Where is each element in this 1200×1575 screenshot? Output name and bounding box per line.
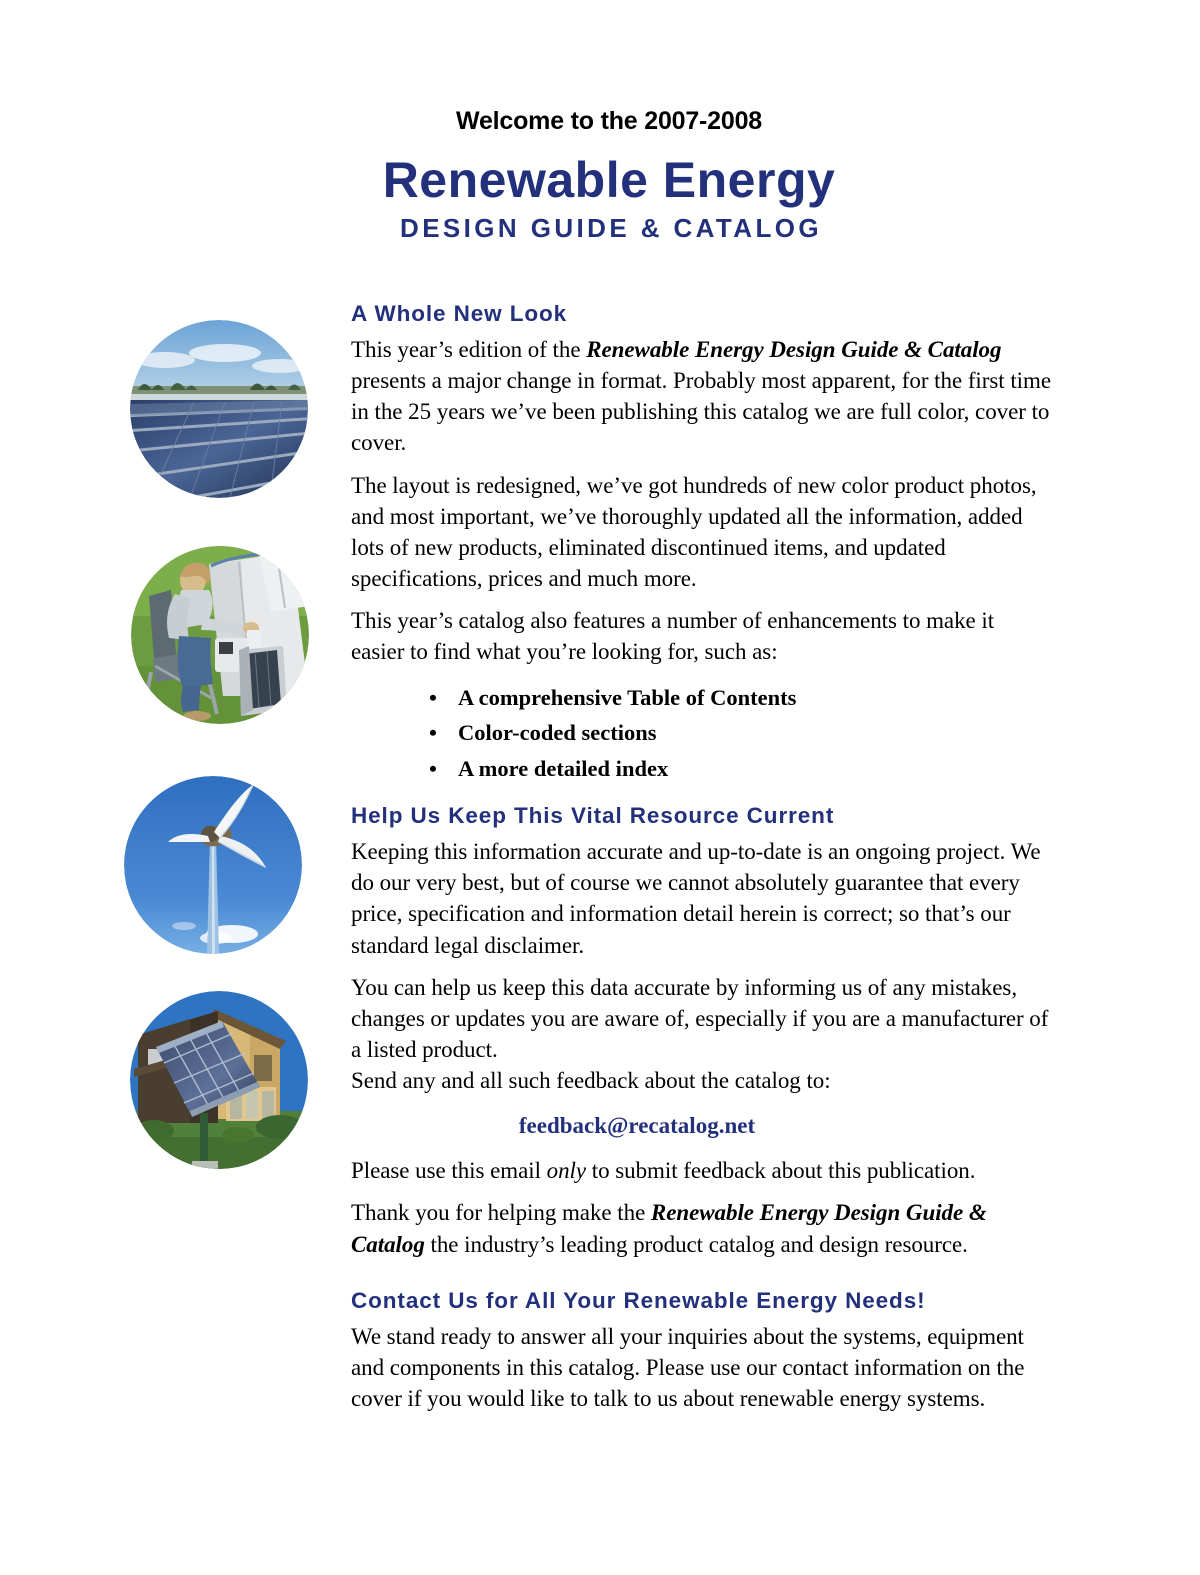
run-text: the industry’s leading product catalog and design resource.	[424, 1231, 968, 1257]
list-item-label: A more detailed index	[458, 755, 669, 781]
run-text: Thank you for helping make the	[351, 1200, 651, 1226]
camping-solar-photo	[131, 546, 309, 724]
list-item	[429, 684, 1051, 710]
list-item	[429, 722, 1051, 745]
welcome-line: Welcome to the 2007-2008	[456, 107, 762, 135]
feedback-email-link[interactable]: feedback@recatalog.net	[518, 1113, 756, 1139]
run-text: This year’s edition of the	[351, 337, 587, 362]
paragraph-email-usage	[351, 1155, 1051, 1186]
list-item-label: Color-coded sections	[458, 720, 657, 746]
run-text: Please use this email	[351, 1158, 547, 1184]
section-heading-help-us-keep-current: Help Us Keep This Vital Resource Current	[351, 803, 835, 829]
solar-house-photo	[130, 991, 308, 1169]
section-heading-a-whole-new-look: A Whole New Look	[351, 301, 568, 326]
paragraph-new-look-1	[351, 334, 1051, 459]
bullet-icon: •	[429, 684, 437, 710]
run-text: presents a major change in format. Probably most apparent, for the first time in the 25 years we’ve been publishing this catalog we are full color, cover to cover.	[351, 368, 1051, 456]
wind-turbine-photo	[124, 776, 302, 954]
solar-array-photo	[130, 320, 308, 498]
run-text: to submit feedback about this publication.	[586, 1158, 976, 1184]
run-emphasis-catalog-title: Renewable Energy Design Guide & Catalog	[351, 1200, 987, 1257]
list-item-label: A comprehensive Table of Contents	[458, 684, 797, 710]
spacer	[351, 1271, 1051, 1287]
paragraph-contact: We stand ready to answer all your inquiries about the systems, equipment and components in this catalog. Please use our contact information on the cover if you would like to talk to us about renewable energy systems.	[351, 1323, 1025, 1412]
feature-list	[351, 684, 1051, 781]
paragraph-thank-you	[351, 1197, 1051, 1259]
run-emphasis-catalog-title: Renewable Energy Design Guide & Catalog	[586, 337, 1002, 362]
run-emphasis-only: only	[546, 1158, 587, 1184]
section-heading-contact-us: Contact Us for All Your Renewable Energy Needs!	[351, 1287, 926, 1313]
paragraph-disclaimer: Keeping this information accurate and up-to-date is an ongoing project. We do our very best, but of course we cannot absolutely guarantee that every price, specification and information detail herein is correct; so that’s our standard legal disclaimer.	[351, 839, 1041, 958]
page-title: Renewable Energy	[382, 151, 836, 208]
bullet-icon: •	[429, 755, 437, 781]
page-subtitle: DESIGN GUIDE & CATALOG	[400, 212, 822, 243]
paragraph-new-look-3: This year’s catalog also features a number of enhancements to make it easier to find what you’re looking for, such as:	[351, 608, 995, 665]
bullet-icon: •	[429, 720, 437, 746]
page-header	[0, 108, 1200, 241]
list-item	[429, 755, 1051, 781]
paragraph-help-accuracy: You can help us keep this data accurate by informing us of any mistakes, changes or updates you are aware of, especially if you are a manufacturer of a listed product.	[351, 974, 1049, 1062]
main-content	[351, 300, 1051, 1425]
paragraph-send-feedback: Send any and all such feedback about the catalog to:	[351, 1068, 831, 1094]
paragraph-new-look-2: The layout is redesigned, we’ve got hundreds of new color product photos, and most important, we’ve thoroughly updated all the information, added lots of new products, eliminated discontinued items, and updated specifications, prices and much more.	[351, 472, 1037, 592]
